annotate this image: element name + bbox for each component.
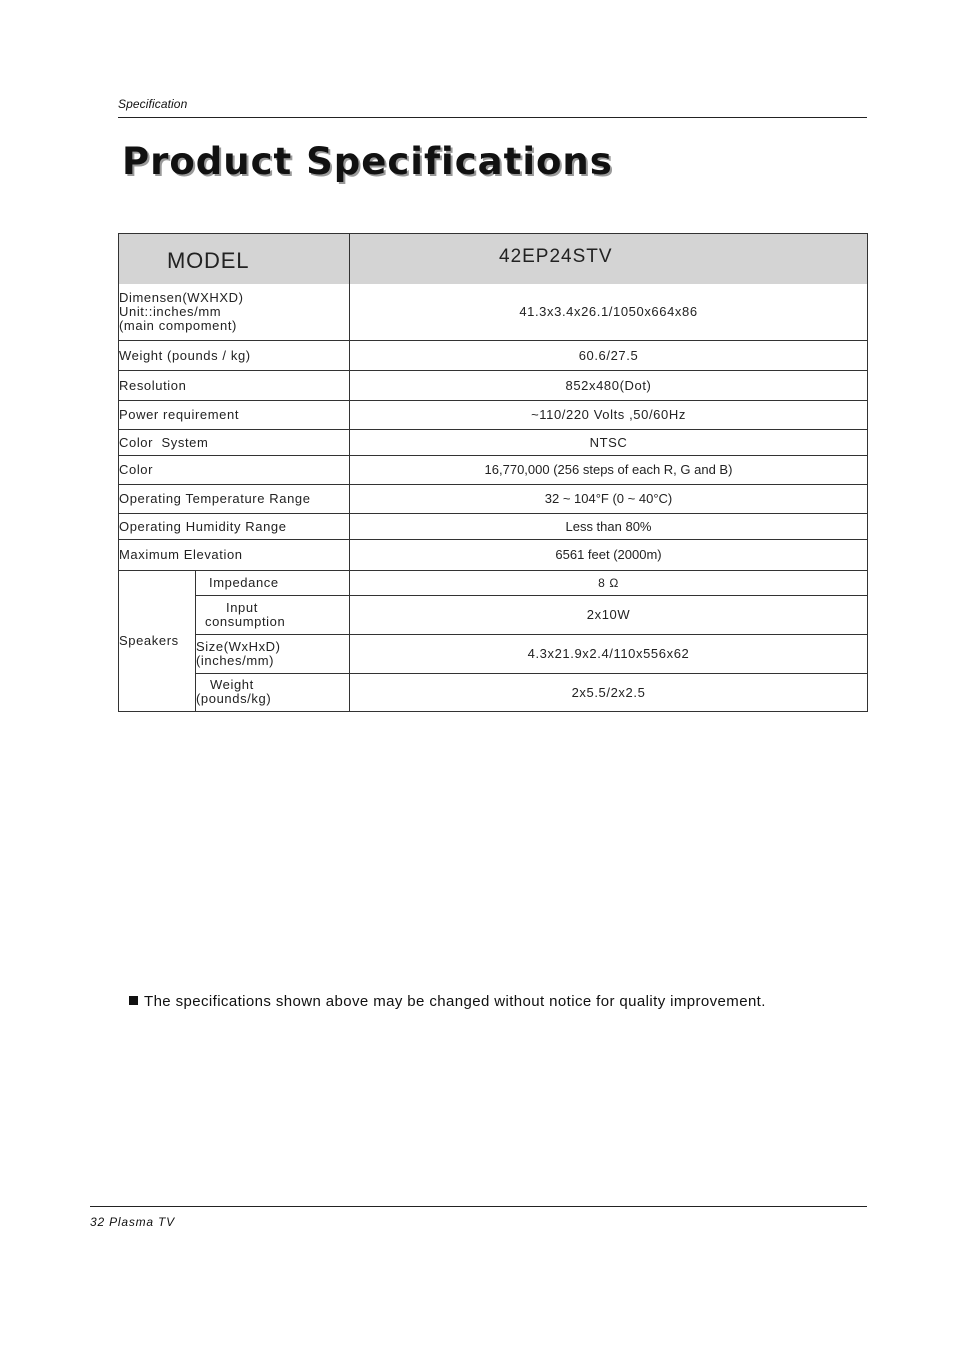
speaker-label-weight: [196, 673, 350, 711]
spec-row-dimensions: [119, 284, 868, 340]
spec-row-temperature: [119, 484, 868, 513]
page-footer: 32 Plasma TV: [90, 1215, 175, 1229]
model-number: 42EP24STV: [499, 246, 613, 267]
speaker-label-line: Impedance: [209, 574, 279, 590]
speaker-row-impedance: [119, 570, 868, 595]
speaker-label-impedance: [196, 570, 350, 595]
spec-value-weight: 60.6/27.5: [350, 340, 868, 370]
speaker-value-size: 4.3x21.9x2.4/110x556x62: [350, 634, 868, 673]
model-label: MODEL: [167, 248, 250, 273]
speaker-label-line: (pounds/kg): [196, 691, 272, 706]
spec-label-resolution: Resolution: [119, 370, 350, 400]
spec-label-temperature: Operating Temperature Range: [119, 484, 350, 513]
spec-row-power: [119, 400, 868, 429]
spec-row-humidity: [119, 513, 868, 539]
square-bullet-icon: [129, 996, 138, 1005]
spec-row-color-system: [119, 429, 868, 455]
spec-label-color: Color: [119, 455, 350, 484]
speaker-value-input: 2x10W: [350, 595, 868, 634]
dim-label-line: Unit::inches/mm: [119, 303, 222, 319]
spec-row-color: [119, 455, 868, 484]
spec-value-humidity: Less than 80%: [350, 513, 868, 539]
spec-label-color-system: Color System: [119, 429, 350, 455]
spec-label-weight: Weight (pounds / kg): [119, 340, 350, 370]
speaker-row-input: [119, 595, 868, 634]
model-header-row: [119, 234, 868, 285]
speaker-label-line: Input: [226, 599, 258, 615]
speaker-value-impedance: 8 Ω: [350, 570, 868, 595]
speaker-row-weight: [119, 673, 868, 711]
speaker-label-line: (inches/mm): [196, 652, 275, 668]
spec-row-weight: [119, 340, 868, 370]
section-label: Specification: [118, 97, 188, 111]
footer-rule: [90, 1206, 867, 1207]
speaker-label-size: [196, 634, 350, 673]
spec-row-elevation: [119, 539, 868, 570]
spec-label-humidity: Operating Humidity Range: [119, 513, 350, 539]
spec-table: [118, 233, 868, 712]
dim-label-line: (main compoment): [119, 317, 237, 333]
spec-value-color-system: NTSC: [350, 429, 868, 455]
page-title: Product Specifications: [122, 140, 613, 183]
spec-value-color: 16,770,000 (256 steps of each R, G and B): [350, 455, 868, 484]
spec-label-dimensions: [119, 284, 350, 340]
speaker-label-line: consumption: [205, 613, 286, 629]
footnote: [129, 993, 766, 1010]
header-rule: [118, 117, 867, 118]
speakers-label: Speakers: [119, 570, 196, 711]
spec-value-power: ~110/220 Volts ,50/60Hz: [350, 400, 868, 429]
spec-value-resolution: 852x480(Dot): [350, 370, 868, 400]
spec-label-elevation: Maximum Elevation: [119, 539, 350, 570]
spec-value-elevation: 6561 feet (2000m): [350, 539, 868, 570]
speaker-label-line: Weight: [210, 677, 254, 692]
speaker-label-input: [196, 595, 350, 634]
speaker-row-size: [119, 634, 868, 673]
dim-label-line: Dimensen(WXHXD): [119, 289, 244, 305]
spec-value-temperature: 32 ~ 104°F (0 ~ 40°C): [350, 484, 868, 513]
speaker-value-weight: 2x5.5/2x2.5: [350, 673, 868, 711]
spec-value-dimensions: 41.3x3.4x26.1/1050x664x86: [350, 284, 868, 340]
footnote-text: The specifications shown above may be changed without notice for quality improvement.: [144, 993, 766, 1010]
spec-row-resolution: [119, 370, 868, 400]
model-label-cell: [119, 234, 350, 285]
model-number-cell: [350, 234, 868, 285]
spec-label-power: Power requirement: [119, 400, 350, 429]
speaker-label-line: Size(WxHxD): [196, 638, 281, 654]
